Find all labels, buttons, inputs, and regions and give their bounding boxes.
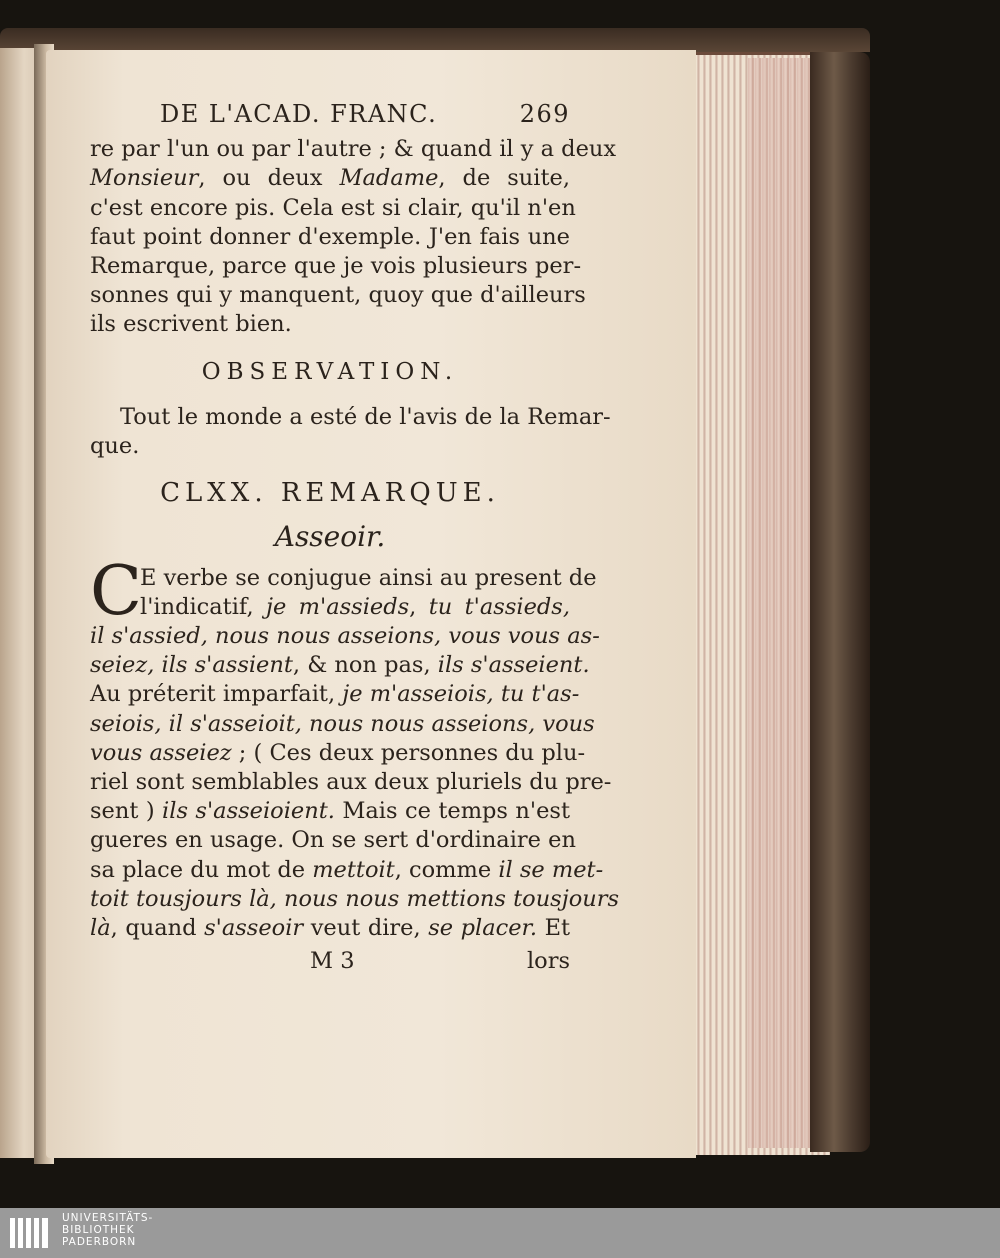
- signature-mark: M 3: [310, 948, 355, 975]
- text-line: ils escrivent bien.: [90, 311, 292, 338]
- text-fragment: , ou deux: [198, 165, 323, 192]
- italic-word: seiez, ils s'assient: [90, 652, 293, 679]
- library-footer-bar: [0, 1208, 1000, 1258]
- text-fragment: ; ( Ces deux personnes du plu-: [238, 739, 586, 766]
- text-line: [90, 797, 570, 826]
- text-fragment: veut dire,: [310, 915, 421, 942]
- text-line: faut point donner d'exemple. J'en fais une: [90, 223, 570, 250]
- text-line: [90, 593, 570, 622]
- italic-word: ils s'asseioient.: [162, 798, 335, 825]
- book-cover-top: [0, 28, 870, 52]
- header-title: DE L'ACAD. FRANC.: [160, 100, 438, 128]
- italic-word: là: [90, 915, 111, 942]
- text-fragment: , & non pas,: [292, 652, 431, 679]
- text-line: [90, 651, 590, 680]
- italic-word: Monsieur: [90, 165, 199, 192]
- text-fragment: sent ): [90, 798, 155, 825]
- page-edges-red: [748, 58, 818, 1148]
- text-line: [90, 680, 580, 709]
- text-line: E verbe se conjugue ainsi au present de: [140, 564, 597, 591]
- italic-word: tu t'assieds,: [428, 593, 570, 620]
- text-line: [90, 164, 570, 193]
- text-fragment: , quand: [110, 915, 197, 942]
- italic-word: Madame: [339, 165, 439, 192]
- page-text: [90, 100, 620, 976]
- text-line: seiois, il s'asseioit, nous nous asseions, vous: [90, 710, 595, 737]
- text-fragment: Mais ce temps n'est: [342, 798, 570, 825]
- text-fragment: l'indicatif,: [140, 593, 254, 620]
- italic-word: vous asseiez: [90, 739, 232, 766]
- library-name: [62, 1212, 153, 1248]
- text-line: riel sont semblables aux deux pluriels du pre-: [90, 769, 612, 796]
- library-name-line: UNIVERSITÄTS-: [62, 1212, 154, 1224]
- italic-word: mettoit: [312, 856, 395, 883]
- catchword: lors: [526, 948, 570, 975]
- italic-word: se placer.: [428, 915, 537, 942]
- remark-heading: CLXX. REMARQUE.: [160, 478, 500, 509]
- drop-cap: C: [90, 551, 143, 631]
- text-line: Tout le monde a esté de l'avis de la Remar-: [120, 403, 611, 430]
- text-line: c'est encore pis. Cela est si clair, qu'il n'en: [90, 194, 576, 221]
- italic-word: il se met-: [498, 856, 604, 883]
- text-line: il s'assied, nous nous asseions, vous vous as-: [90, 623, 600, 650]
- paragraph: [90, 551, 620, 944]
- running-header: [160, 100, 570, 129]
- text-line: [90, 739, 586, 768]
- text-fragment: , de suite,: [438, 165, 570, 192]
- remark-subhead: Asseoir.: [274, 520, 386, 554]
- library-name-line: BIBLIOTHEK: [62, 1224, 135, 1236]
- text-line: [90, 914, 570, 943]
- text-fragment: Et: [544, 915, 571, 942]
- library-name-line: PADERBORN: [62, 1236, 137, 1248]
- text-fragment: Au préterit imparfait,: [90, 681, 336, 708]
- text-line: toit tousjours là, nous nous mettions tousjours: [90, 885, 620, 912]
- text-line: [90, 856, 604, 885]
- italic-word: je m'assieds: [266, 593, 410, 620]
- library-logo-icon: [8, 1212, 52, 1254]
- observation-heading: OBSERVATION.: [201, 358, 459, 385]
- text-line: gueres en usage. On se sert d'ordinaire en: [90, 827, 576, 854]
- page-footer-line: [90, 947, 570, 976]
- text-fragment: ,: [409, 593, 417, 620]
- text-line: sonnes qui y manquent, quoy que d'ailleurs: [90, 282, 586, 309]
- italic-word: je m'asseiois, tu t'as-: [342, 681, 580, 708]
- text-line: Remarque, parce que je vois plusieurs per-: [90, 253, 582, 280]
- text-line: re par l'un ou par l'autre ; & quand il y a deux: [90, 136, 617, 163]
- text-line: que.: [90, 433, 140, 460]
- text-fragment: sa place du mot de: [90, 856, 306, 883]
- italic-word: s'asseoir: [204, 915, 304, 942]
- book-cover-side: [810, 52, 870, 1152]
- page-number: 269: [519, 100, 570, 128]
- italic-word: ils s'asseient.: [437, 652, 590, 679]
- text-fragment: , comme: [394, 856, 492, 883]
